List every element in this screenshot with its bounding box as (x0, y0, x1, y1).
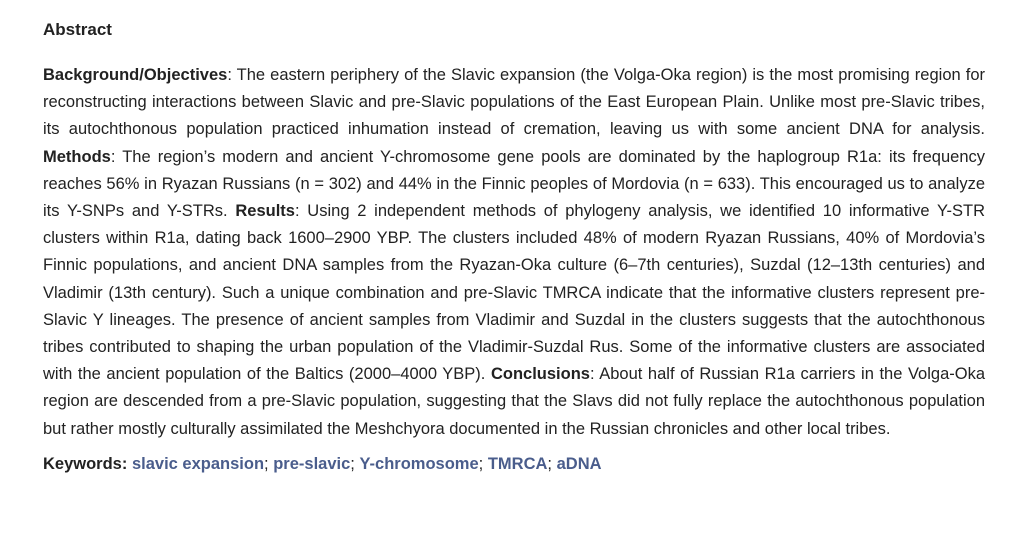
conclusions-label: Conclusions (490, 365, 590, 384)
abstract-heading: Abstract (43, 20, 112, 39)
conclusions-text: : About half of Russian R1a carriers in the Volga-Oka region are descended from a pre-Slavic population, suggesting that the Slavs did not fully replace the autochthonous population but rather mostly culturally assimilated the Meshchyora documented in the Russian chronicles and other local tribes. (43, 365, 985, 438)
keyword-link-pre-slavic[interactable]: pre-slavic (273, 454, 351, 473)
keyword-separator: ; (264, 454, 269, 473)
keyword-link-tmrca[interactable]: TMRCA (487, 454, 548, 473)
keyword-link-adna[interactable]: aDNA (556, 454, 602, 473)
keywords-label: Keywords: (43, 454, 128, 473)
keyword-separator: ; (547, 454, 553, 473)
abstract-paragraph (43, 62, 985, 443)
background-label: Background/Objectives (43, 66, 228, 84)
methods-label: Methods (43, 147, 111, 166)
results-label: Results (235, 202, 295, 221)
methods-text: : The region’s modern and ancient Y-chromosome gene pools are dominated by the haplogroup R1a: its frequency reaches 56% in Ryazan Russians (n = 302) and 44% in the Finnic peoples of Mordovia (n = 633). This encouraged us to analyze its Y-SNPs and Y-STRs. (43, 147, 985, 221)
keywords-line (43, 452, 985, 476)
keyword-separator: ; (478, 454, 484, 473)
keyword-separator: ; (350, 454, 355, 473)
background-text: : The eastern periphery of the Slavic expansion (the Volga-Oka region) is the most promising region for reconstructing interactions between Slavic and pre-Slavic populations of the East European Plain. Unlike most pre-Slavic tribes, its autochthonous population practiced inhumation instead of cremation, leaving us with some ancient DNA for analysis. (43, 66, 985, 139)
results-text: : Using 2 independent methods of phylogeny analysis, we identified 10 informative Y-STR clusters within R1a, dating back 1600–2900 YBP. The clusters included 48% of modern Ryazan Russians, 40% of Mordovia’s Finnic populations, and ancient DNA samples from the Ryazan-Oka culture (6–7th centuries), Suzdal (12–13th centuries) and Vladimir (13th century). Such a unique combination and pre-Slavic TMRCA indicate that the informative clusters represent pre-Slavic Y lineages. The presence of ancient samples from Vladimir and Suzdal in the clusters suggests that the autochthonous tribes contributed to shaping the urban population of the Vladimir-Suzdal Rus. Some of the informative clusters are associated with the ancient population of the Baltics (2000–4000 YBP). (43, 202, 985, 384)
keyword-link-slavic-expansion[interactable]: slavic expansion (131, 454, 265, 473)
keyword-link-y-chromosome[interactable]: Y-chromosome (359, 454, 479, 473)
abstract-section (43, 0, 985, 476)
